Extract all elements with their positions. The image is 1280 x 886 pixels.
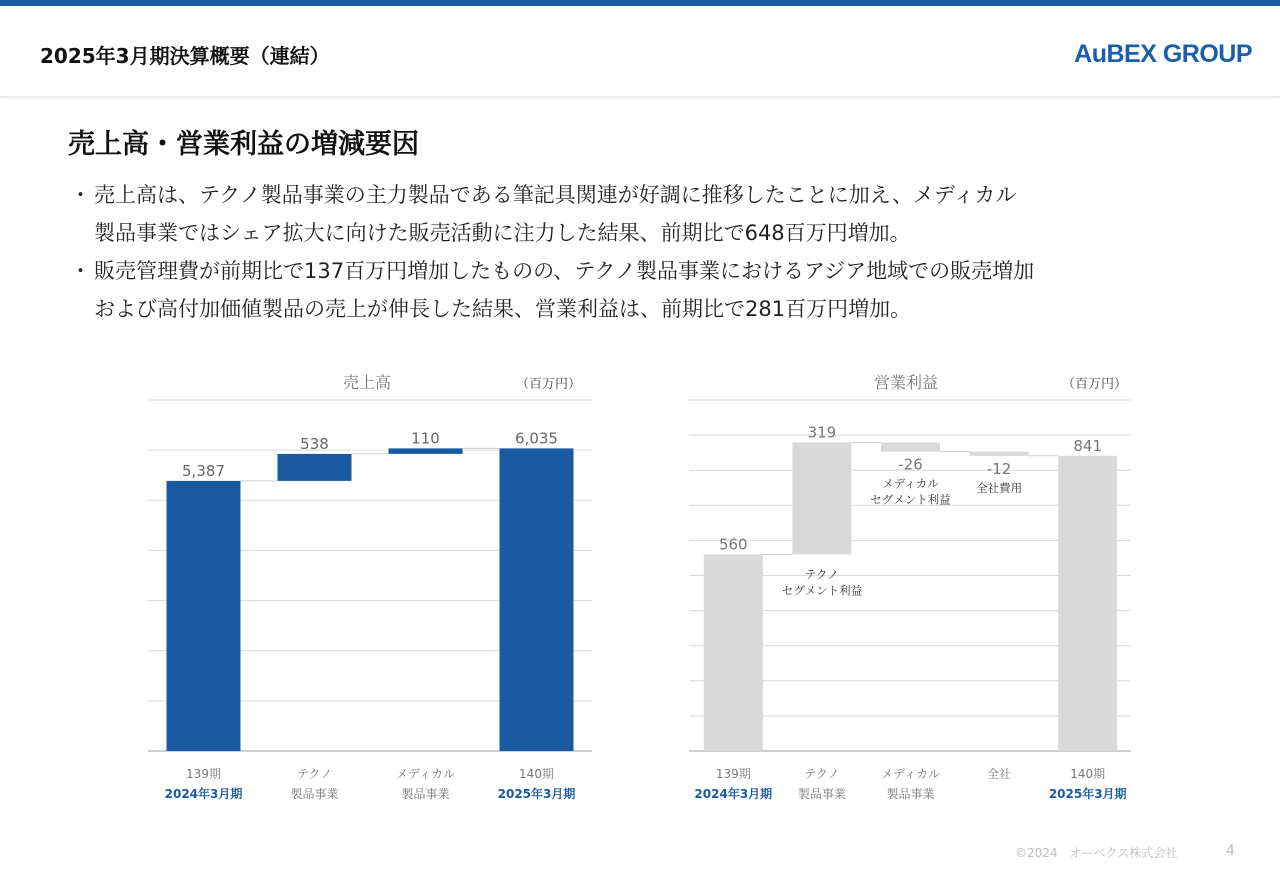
chart-bar-1 (167, 481, 241, 751)
chart-data-label: 319 (807, 423, 837, 442)
chart-bar-2 (792, 442, 851, 554)
chart-category-sublabel: 2024年3月期 (164, 787, 243, 801)
profit-chart-title: 営業利益 (874, 373, 939, 392)
chart-annotation: セグメント利益 (870, 492, 951, 507)
page-number: 4 (1226, 843, 1235, 859)
chart-data-label: -26 (898, 455, 923, 474)
chart-data-label: 110 (411, 429, 440, 448)
chart-category-sublabel: 製品事業 (290, 787, 339, 801)
page-header-title: 2025年3月期決算概要（連結） (40, 44, 330, 68)
chart-category-sublabel: 2025年3月期 (1048, 787, 1127, 801)
bullet-text-line: ・ 販売管理費が前期比で137百万円増加したものの、テクノ製品事業におけるアジア地域での販売増加 (94, 259, 1035, 283)
chart-category-label: メディカル (880, 767, 941, 781)
chart-annotation: テクノ (804, 567, 839, 582)
chart-bar-4 (500, 448, 574, 751)
bullet-text-line: ・ 売上高は、テクノ製品事業の主力製品である筆記具関連が好調に推移したことに加え、メディカル (94, 183, 1017, 207)
chart-category-label: テクノ (804, 767, 840, 781)
chart-bar-3 (389, 448, 463, 454)
chart-bar-2 (278, 454, 352, 481)
sales-chart-title: 売上高 (343, 373, 392, 392)
chart-bar-3 (881, 442, 940, 451)
chart-data-label: 5,387 (182, 461, 225, 480)
bullet-text-line: 製品事業ではシェア拡大に向けた販売活動に注力した結果、前期比で648百万円増加。 (94, 221, 911, 245)
chart-bar-5 (1058, 456, 1117, 751)
chart-category-label: 140期 (1070, 767, 1106, 781)
chart-annotation: セグメント利益 (781, 583, 863, 598)
chart-data-label: 560 (718, 535, 748, 554)
chart-category-sublabel: 製品事業 (886, 787, 935, 801)
chart-category-sublabel: 製品事業 (401, 787, 450, 801)
chart-category-label: 140期 (519, 767, 554, 781)
section-title: 売上高・営業利益の増減要因 (68, 129, 419, 160)
sales-chart-unit: （百万円） (516, 377, 582, 392)
company-logo: AuBEX GROUP (1074, 40, 1252, 68)
chart-data-label: 538 (300, 434, 329, 453)
chart-data-label: -12 (986, 459, 1012, 478)
chart-annotation: メディカル (882, 476, 939, 491)
chart-category-sublabel: 製品事業 (797, 787, 846, 801)
chart-category-sublabel: 2025年3月期 (497, 787, 576, 801)
bullet-text-line: および高付加価値製品の売上が伸長した結果、営業利益は、前期比で281百万円増加。 (94, 297, 912, 321)
chart-category-label: 139期 (715, 767, 751, 781)
chart-category-label: メディカル (395, 767, 456, 781)
chart-bar-4 (970, 452, 1029, 456)
chart-category-label: テクノ (296, 767, 333, 781)
chart-category-sublabel: 2024年3月期 (694, 787, 773, 801)
chart-data-label: 841 (1073, 436, 1103, 455)
chart-data-label: 6,035 (515, 429, 558, 448)
chart-bar-1 (704, 554, 763, 751)
chart-category-label: 139期 (186, 767, 221, 781)
chart-annotation: 全社費用 (976, 480, 1023, 495)
chart-category-label: 全社 (987, 767, 1012, 781)
footer-copyright: ©2024 オーベクス株式会社 (1015, 846, 1178, 860)
profit-chart-unit: （百万円） (1062, 377, 1128, 392)
